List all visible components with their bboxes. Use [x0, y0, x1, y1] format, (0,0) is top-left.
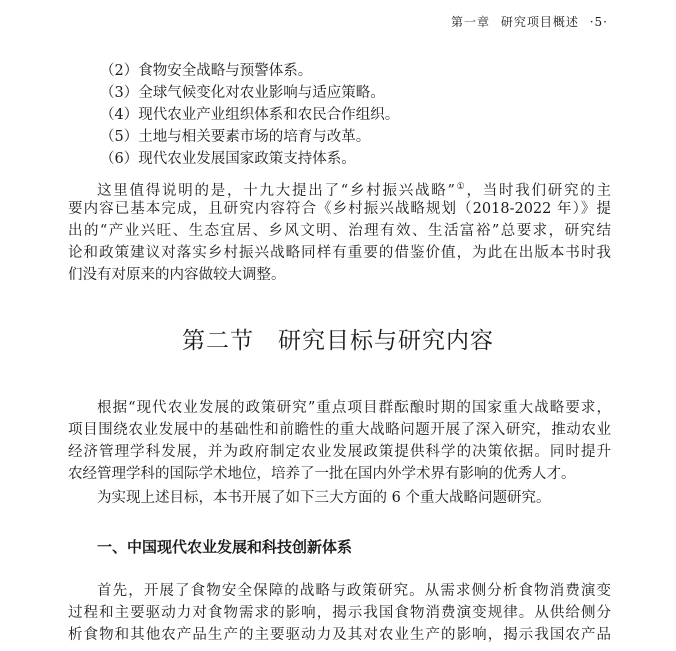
- list-item: （5）土地与相关要素市场的培育与改革。: [100, 129, 371, 145]
- footnote-marker[interactable]: ①: [454, 182, 467, 192]
- first-paragraph: [68, 580, 611, 646]
- page-number: ·5·: [589, 15, 608, 29]
- subsection-title: 一、中国现代农业发展和科技创新体系: [97, 538, 353, 556]
- paragraph-line: 农经管理学科的国际学术地位，培养了一批在国内外学术界有影响的优秀人才。: [68, 466, 576, 482]
- paragraph-line: 这里值得说明的是，十九大提出了“乡村振兴战略”①，当时我们研究的主: [97, 182, 611, 198]
- section-title: 第二节 研究目标与研究内容: [182, 328, 494, 354]
- paragraph-line: 经济管理学科发展，并为政府制定农业发展政策提供科学的决策依据。同时提升: [68, 444, 611, 460]
- paragraph-line: 根据“现代农业发展的政策研究”重点项目群酝酿时期的国家重大战略要求，: [97, 400, 611, 416]
- list-item: （4）现代农业产业组织体系和农民合作组织。: [100, 107, 400, 123]
- strategy-list: [100, 60, 620, 170]
- paragraph-line: 们没有对原来的内容做较大调整。: [68, 267, 286, 283]
- page-header: [445, 13, 608, 30]
- paragraph-line: 论和政策建议对落实乡村振兴战略同样有重要的借鉴价值，为此在出版本书时我: [68, 245, 611, 261]
- paragraph-line: 过程和主要驱动力对食物需求的影响，揭示我国食物消费演变规律。从供给侧分: [68, 605, 611, 621]
- paragraph-line: 项目围绕农业发展中的基础性和前瞻性的重大战略问题开展了深入研究，推动农业: [68, 422, 611, 438]
- note-paragraph: [68, 176, 611, 286]
- paragraph-line: 首先，开展了食物安全保障的战略与政策研究。从需求侧分析食物消费演变: [97, 583, 611, 599]
- chapter-title: 研究项目概述: [500, 15, 579, 29]
- paragraph-line: 要内容已基本完成，且研究内容符合《乡村振兴战略规划（2018-2022 年）》提: [68, 201, 611, 217]
- list-item: （6）现代农业发展国家政策支持体系。: [100, 151, 356, 167]
- paragraph-line: 析食物和其他农产品生产的主要驱动力及其对农业生产的影响，揭示我国农产品: [68, 627, 611, 643]
- goal-paragraph: [68, 397, 611, 485]
- list-item: （2）食物安全战略与预警体系。: [100, 63, 313, 79]
- paragraph-line: 出的“产业兴旺、生态宜居、乡风文明、治理有效、生活富裕”总要求，研究结: [68, 223, 611, 239]
- paragraph-line: 为实现上述目标，本书开展了如下三大方面的 6 个重大战略问题研究。: [97, 490, 551, 506]
- summary-paragraph: [68, 487, 611, 509]
- list-item: （3）全球气候变化对农业影响与适应策略。: [100, 85, 385, 101]
- chapter-label: 第一章: [451, 15, 491, 29]
